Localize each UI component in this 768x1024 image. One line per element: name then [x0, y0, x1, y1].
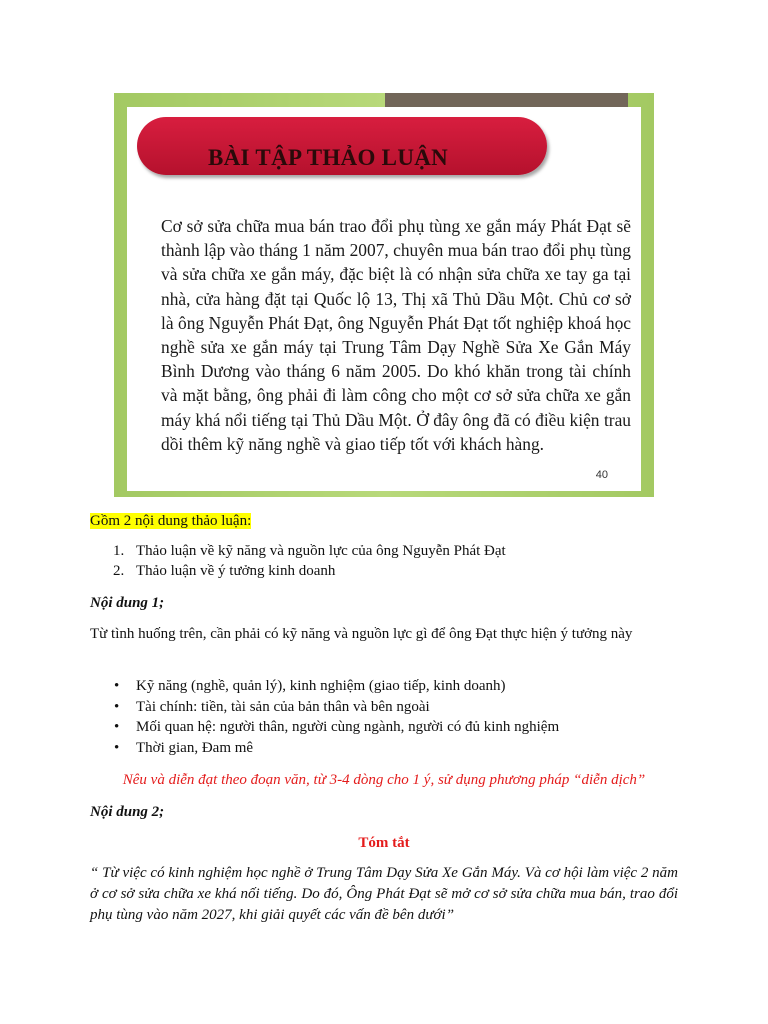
bullet-icon: •: [114, 739, 120, 756]
list-item: [90, 561, 506, 581]
list-item: [90, 717, 559, 738]
slide-title: BÀI TẬP THẢO LUẬN: [208, 145, 449, 170]
section1-heading: Nội dung 1;: [90, 595, 165, 611]
summary-quote: “ Từ việc có kinh nghiệm học nghề ở Trung Tâm Dạy Sửa Xe Gắn Máy. Và cơ hội làm việc 2 năm ở cơ sở sửa chữa xe khá nối tiếng. Do đó, Ông Phát Đạt sẽ mở cơ sở sửa chữa mua bán, trao đổi phụ tùng vào năm 2027, khi giải quyết các vấn đề bên dưới”: [90, 865, 678, 923]
slide-image: [114, 93, 654, 497]
list-item: [90, 676, 559, 697]
slide-page-number: 40: [595, 469, 608, 481]
list-item: [90, 697, 559, 718]
section2-heading: Nội dung 2;: [90, 804, 165, 820]
instruction-note: Nêu và diễn đạt theo đoạn văn, từ 3-4 dòng cho 1 ý, sử dụng phương pháp “diễn dịch”: [122, 772, 646, 788]
section1-paragraph: Từ tình huống trên, cần phải có kỹ năng và nguồn lực gì để ông Đạt thực hiện ý tưởng này: [90, 626, 633, 642]
slide-body-text: Cơ sở sửa chữa mua bán trao đổi phụ tùng xe gắn máy Phát Đạt sẽ thành lập vào tháng 1 năm 2007, chuyên mua bán trao đổi phụ tùng và sửa chữa xe gắn máy, đặc biệt là có nhận sửa chữa xe tay ga tại nhà, cửa hàng đặt tại Quốc lộ 13, Thị xã Thủ Dầu Một. Chủ cơ sở là ông Nguyễn Phát Đạt, ông Nguyễn Phát Đạt tốt nghiệp khoá học nghề sửa xe gắn máy tại Trung Tâm Dạy Nghề Sửa Xe Gắn Máy Bình Dương vào tháng 6 năm 2005. Do khó khăn trong tài chính và mặt bằng, ông phải đi làm công cho một cơ sở sửa chữa xe gắn máy khá nổi tiếng tại Thủ Dầu Một. Ở đây ông đã có điều kiện trau dồi thêm kỹ năng nghề và giao tiếp tốt với khách hàng.: [161, 216, 631, 454]
bullet-text: Mối quan hệ: người thân, người cùng ngành, người có đủ kinh nghiệm: [136, 719, 560, 735]
intro-line: [90, 511, 678, 531]
resource-bullet-list: [90, 676, 559, 758]
slide-content-area: [127, 107, 641, 491]
list-text: Thảo luận về ý tưởng kinh doanh: [136, 563, 336, 579]
bullet-text: Kỹ năng (nghề, quản lý), kinh nghiệm (giao tiếp, kinh doanh): [136, 678, 506, 694]
intro-highlight: Gồm 2 nội dung thảo luận:: [90, 513, 252, 529]
summary-title: Tóm tắt: [358, 835, 410, 851]
list-item: [90, 738, 559, 759]
bullet-icon: •: [114, 698, 120, 715]
list-number: 1.: [113, 543, 125, 559]
list-item: [90, 541, 506, 561]
bullet-text: Thời gian, Đam mê: [136, 739, 254, 756]
bullet-icon: •: [114, 678, 120, 694]
bullet-icon: •: [114, 719, 120, 735]
list-number: 2.: [113, 563, 125, 579]
list-text: Thảo luận về kỹ năng và nguồn lực của ông Nguyễn Phát Đạt: [136, 543, 506, 559]
bullet-text: Tài chính: tiền, tài sản của bản thân và bên ngoài: [136, 698, 430, 715]
discussion-list: [90, 541, 506, 581]
